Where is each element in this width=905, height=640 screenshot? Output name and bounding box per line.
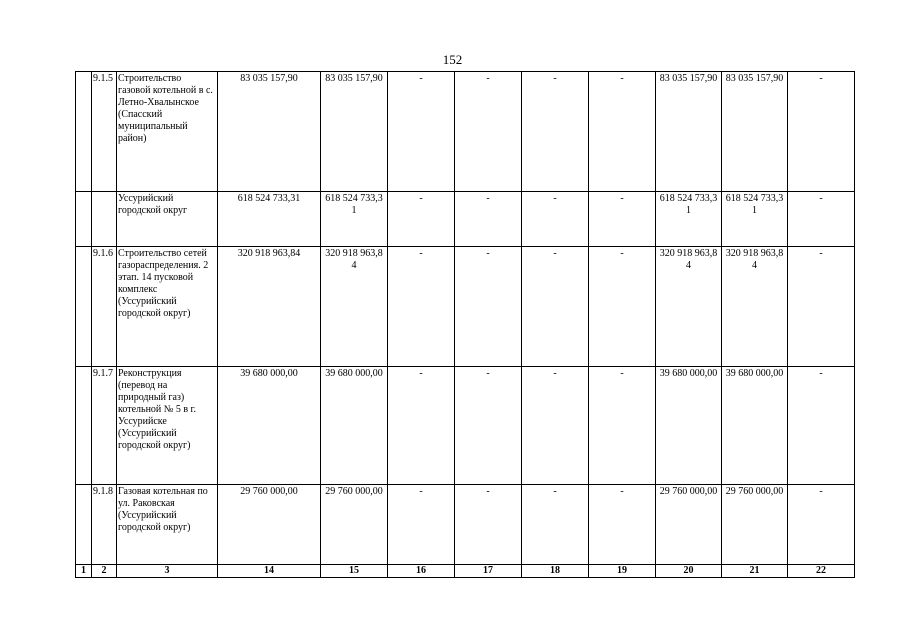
value-col21: 39 680 000,00: [722, 367, 788, 485]
table-row: [76, 72, 855, 192]
column-number: 2: [92, 565, 117, 578]
column-number: 3: [117, 565, 218, 578]
item-name: Строительство сетей газораспределения. 2 этап. 14 пусковой комплекс (Уссурийский городской округ): [117, 247, 218, 367]
value-col22: -: [788, 192, 855, 247]
column-number: 14: [218, 565, 321, 578]
column-number: 1: [76, 565, 92, 578]
value-col14: 29 760 000,00: [218, 485, 321, 565]
value-col18: -: [522, 192, 589, 247]
value-col15: 618 524 733,3 1: [321, 192, 388, 247]
column-number: 17: [455, 565, 522, 578]
cell-col1: [76, 192, 92, 247]
value-col18: -: [522, 247, 589, 367]
table-row: [76, 485, 855, 565]
value-col15: 29 760 000,00: [321, 485, 388, 565]
value-col20: 29 760 000,00: [656, 485, 722, 565]
column-number: 15: [321, 565, 388, 578]
value-col20: 618 524 733,3 1: [656, 192, 722, 247]
cell-col1: [76, 367, 92, 485]
value-col22: -: [788, 72, 855, 192]
table-row: [76, 192, 855, 247]
value-col18: -: [522, 72, 589, 192]
item-number: 9.1.8: [92, 485, 117, 565]
value-col19: -: [589, 192, 656, 247]
value-col21: 618 524 733,3 1: [722, 192, 788, 247]
value-col16: -: [388, 485, 455, 565]
value-col14: 618 524 733,31: [218, 192, 321, 247]
column-number: 22: [788, 565, 855, 578]
item-name: Реконструкция (перевод на природный газ) котельной № 5 в г. Уссурийске (Уссурийский городской округ): [117, 367, 218, 485]
column-number: 18: [522, 565, 589, 578]
value-col15: 83 035 157,90: [321, 72, 388, 192]
item-number: 9.1.5: [92, 72, 117, 192]
item-number: 9.1.6: [92, 247, 117, 367]
value-col16: -: [388, 72, 455, 192]
value-col22: -: [788, 367, 855, 485]
value-col20: 320 918 963,8 4: [656, 247, 722, 367]
value-col18: -: [522, 485, 589, 565]
value-col21: 29 760 000,00: [722, 485, 788, 565]
value-col21: 83 035 157,90: [722, 72, 788, 192]
value-col14: 320 918 963,84: [218, 247, 321, 367]
page-number: 152: [442, 52, 463, 67]
table-row: [76, 367, 855, 485]
column-number: 20: [656, 565, 722, 578]
value-col16: -: [388, 367, 455, 485]
value-col22: -: [788, 485, 855, 565]
item-name: Газовая котельная по ул. Раковская (Уссурийский городской округ): [117, 485, 218, 565]
table-row: [76, 247, 855, 367]
value-col15: 320 918 963,8 4: [321, 247, 388, 367]
value-col20: 39 680 000,00: [656, 367, 722, 485]
value-col16: -: [388, 247, 455, 367]
value-col19: -: [589, 485, 656, 565]
cell-col1: [76, 72, 92, 192]
item-number: [92, 192, 117, 247]
item-name: Строительство газовой котельной в с. Летно-Хвалынское (Спасский муниципальный район): [117, 72, 218, 192]
value-col19: -: [589, 247, 656, 367]
cell-col1: [76, 247, 92, 367]
value-col19: -: [589, 72, 656, 192]
value-col16: -: [388, 192, 455, 247]
value-col14: 39 680 000,00: [218, 367, 321, 485]
column-number: 19: [589, 565, 656, 578]
value-col17: -: [455, 72, 522, 192]
value-col14: 83 035 157,90: [218, 72, 321, 192]
value-col20: 83 035 157,90: [656, 72, 722, 192]
value-col19: -: [589, 367, 656, 485]
value-col17: -: [455, 485, 522, 565]
item-number: 9.1.7: [92, 367, 117, 485]
value-col17: -: [455, 192, 522, 247]
budget-table: [75, 71, 855, 578]
value-col17: -: [455, 247, 522, 367]
value-col18: -: [522, 367, 589, 485]
value-col17: -: [455, 367, 522, 485]
item-name: Уссурийский городской округ: [117, 192, 218, 247]
value-col22: -: [788, 247, 855, 367]
value-col21: 320 918 963,8 4: [722, 247, 788, 367]
column-number-row: [76, 565, 855, 578]
column-number: 16: [388, 565, 455, 578]
value-col15: 39 680 000,00: [321, 367, 388, 485]
cell-col1: [76, 485, 92, 565]
column-number: 21: [722, 565, 788, 578]
